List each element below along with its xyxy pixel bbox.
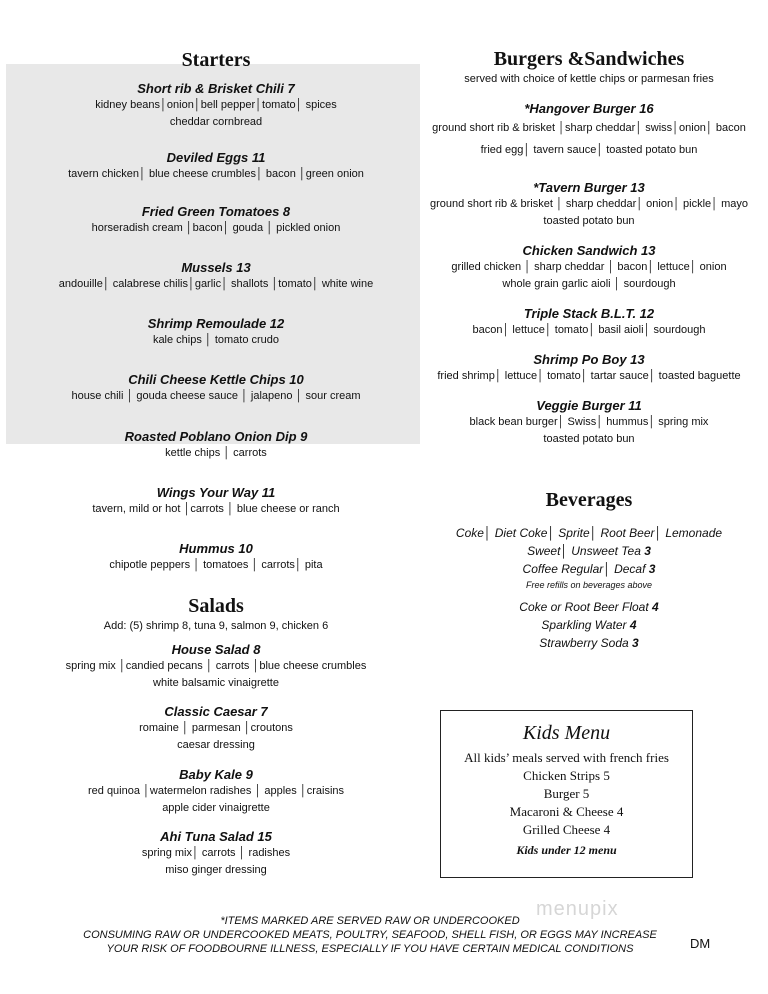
item-desc: toasted potato bun [543, 215, 635, 227]
watermark: menupix [536, 898, 619, 920]
item-name: Shrimp Po Boy 13 [533, 352, 645, 367]
beverage-line [412, 616, 766, 634]
item-name: Roasted Poblano Onion Dip 9 [124, 429, 308, 444]
beverage-text: Coffee Regular│ Decaf [522, 562, 646, 576]
beverages-header [412, 488, 766, 512]
item-desc: miso ginger dressing [165, 864, 267, 876]
item-name: Ahi Tuna Salad 15 [160, 829, 272, 844]
item-desc: bacon│ lettuce│ tomato│ basil aioli│ sourdough [472, 324, 706, 336]
item-desc: kettle chips │ carrots [165, 447, 267, 459]
item-desc: kidney beans│onion│bell pepper│tomato│ spices [95, 99, 337, 111]
item-name: Hummus 10 [179, 541, 253, 556]
item-name: Wings Your Way 11 [156, 485, 276, 500]
menu-item [0, 703, 432, 754]
menu-item [0, 259, 432, 293]
item-desc: whole grain garlic aioli │ sourdough [502, 278, 676, 290]
burgers-subtitle: served with choice of kettle chips or parmesan fries [464, 73, 714, 85]
burgers-header [412, 47, 766, 86]
item-name: Chili Cheese Kettle Chips 10 [128, 372, 304, 387]
beverages-list [412, 524, 766, 652]
kids-item: Chicken Strips 5 [523, 768, 610, 783]
menu-item [0, 80, 432, 131]
item-desc: grilled chicken │ sharp cheddar │ bacon│ lettuce│ onion [451, 261, 727, 273]
menu-item [412, 305, 766, 339]
kids-footer: Kids under 12 menu [516, 843, 617, 857]
salads-header [0, 594, 432, 633]
item-desc: spring mix │candied pecans │ carrots │blue cheese crumbles [65, 660, 367, 672]
item-name: Mussels 13 [181, 260, 251, 275]
burgers-title: Burgers &Sandwiches [493, 48, 685, 70]
kids-item: Macaroni & Cheese 4 [509, 804, 624, 819]
item-desc: kale chips │ tomato crudo [152, 334, 280, 346]
footer-line: *ITEMS MARKED ARE SERVED RAW OR UNDERCOOKED [220, 915, 520, 927]
item-desc: house chili │ gouda cheese sauce │ jalapeno │ sour cream [71, 390, 361, 402]
beverage-line [412, 634, 766, 652]
item-name: Baby Kale 9 [179, 767, 253, 782]
footer-disclaimer [60, 914, 680, 956]
menu-item [412, 100, 766, 161]
beverage-line: Coke│ Diet Coke│ Sprite│ Root Beer│ Lemonade [455, 526, 723, 540]
menu-item [0, 428, 432, 462]
item-desc: andouille│ calabrese chilis│garlic│ shallots │tomato│ white wine [58, 278, 374, 290]
menu-item [412, 179, 766, 230]
item-desc: cheddar cornbread [169, 116, 263, 128]
initials: DM [690, 936, 711, 951]
item-desc: white balsamic vinaigrette [153, 677, 279, 689]
beverage-price: 3 [644, 544, 651, 558]
beverage-text: Strawberry Soda [539, 636, 629, 650]
item-desc: tavern, mild or hot │carrots │ blue cheese or ranch [92, 503, 340, 515]
item-desc: ground short rib & brisket │sharp cheddar│ swiss│onion│ bacon [432, 122, 746, 134]
menu-item [412, 397, 766, 448]
item-name: *Tavern Burger 13 [533, 180, 645, 195]
beverage-text: Sparkling Water [541, 618, 627, 632]
item-desc: romaine │ parmesan │croutons [139, 722, 293, 734]
menu-item [0, 540, 432, 574]
item-name: Short rib & Brisket Chili 7 [137, 81, 295, 96]
item-name: Shrimp Remoulade 12 [147, 316, 285, 331]
item-desc: black bean burger│ Swiss│ hummus│ spring mix [469, 416, 709, 428]
menu-item [0, 828, 432, 879]
item-desc: toasted potato bun [543, 433, 635, 445]
beverage-price: 3 [648, 562, 656, 576]
item-desc: caesar dressing [177, 739, 255, 751]
item-name: Chicken Sandwich 13 [522, 243, 656, 258]
menu-item [0, 315, 432, 349]
item-desc: tavern chicken│ blue cheese crumbles│ bacon │green onion [68, 168, 364, 180]
kids-item: Burger 5 [543, 786, 590, 801]
item-desc: fried egg│ tavern sauce│ toasted potato bun [480, 144, 698, 156]
beverage-price: 3 [632, 636, 639, 650]
salads-title: Salads [188, 595, 244, 617]
beverage-price: 4 [652, 600, 659, 614]
beverage-price: 4 [629, 618, 637, 632]
starters-title: Starters [181, 49, 251, 71]
starters-header [0, 48, 432, 72]
menu-item [0, 766, 432, 817]
kids-intro: All kids’ meals served with french fries [464, 750, 669, 765]
item-name: Classic Caesar 7 [164, 704, 268, 719]
menu-item [412, 351, 766, 385]
menu-item [0, 484, 432, 518]
kids-menu-box [440, 710, 693, 878]
menu-item [412, 242, 766, 293]
item-name: *Hangover Burger 16 [524, 101, 654, 116]
kids-menu-title: Kids Menu [522, 722, 611, 744]
item-desc: chipotle peppers │ tomatoes │ carrots│ pita [109, 559, 323, 571]
item-name: House Salad 8 [171, 642, 261, 657]
item-desc: fried shrimp│ lettuce│ tomato│ tartar sauce│ toasted baguette [437, 370, 741, 382]
item-desc: apple cider vinaigrette [162, 802, 270, 814]
item-desc: horseradish cream │bacon│ gouda │ pickled onion [91, 222, 341, 234]
beverages-title: Beverages [545, 489, 633, 511]
item-name: Deviled Eggs 11 [166, 150, 266, 165]
kids-item: Grilled Cheese 4 [522, 822, 611, 837]
item-name: Fried Green Tomatoes 8 [141, 204, 291, 219]
beverage-text: Sweet│ Unsweet Tea [527, 544, 641, 558]
beverage-text: Coke or Root Beer Float [519, 600, 649, 614]
beverage-note: Free refills on beverages above [525, 580, 653, 590]
item-name: Triple Stack B.L.T. 12 [523, 306, 655, 321]
menu-item [0, 371, 432, 405]
menu-item [0, 149, 432, 183]
item-name: Veggie Burger 11 [536, 398, 642, 413]
footer-line: YOUR RISK OF FOODBOURNE ILLNESS, ESPECIALLY IF YOU HAVE CERTAIN MEDICAL CONDITIONS [106, 943, 634, 955]
beverage-line [412, 598, 766, 616]
beverage-line [412, 560, 766, 578]
beverage-line [412, 542, 766, 560]
menu-item [0, 641, 432, 692]
item-desc: spring mix│ carrots │ radishes [141, 847, 291, 859]
item-desc: ground short rib & brisket │ sharp cheddar│ onion│ pickle│ mayo [430, 198, 748, 210]
footer-line: CONSUMING RAW OR UNDERCOOKED MEATS, POULTRY, SEAFOOD, SHELL FISH, OR EGGS MAY INCREASE [83, 929, 657, 941]
item-desc: red quinoa │watermelon radishes │ apples │craisins [87, 785, 345, 797]
menu-item [0, 203, 432, 237]
salads-subtitle: Add: (5) shrimp 8, tuna 9, salmon 9, chicken 6 [103, 620, 329, 632]
